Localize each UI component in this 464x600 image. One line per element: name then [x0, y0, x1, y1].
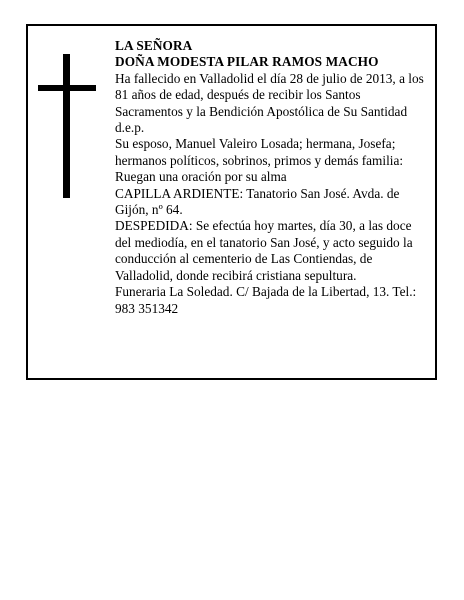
deceased-title: LA SEÑORA	[115, 38, 193, 53]
farewell-info: DESPEDIDA: Se efectúa hoy martes, día 30, a las doce del mediodía, en el tanatorio San José, y acto seguido la conducción al cementerio de Las Contiendas, de Valladolid, donde recibirá cristiana sepultura.	[115, 218, 413, 283]
chapel-info: CAPILLA ARDIENTE: Tanatorio San José. Avda. de Gijón, nº 64.	[115, 185, 400, 218]
cross-horizontal-bar	[38, 85, 96, 91]
latin-cross-icon	[38, 54, 96, 198]
death-announcement: Ha fallecido en Valladolid el día 28 de julio de 2013, a los 81 años de edad, después de recibir los Santos Sacramentos y la Bendición Apostólica de Su Santidad d.e.p.	[115, 70, 424, 136]
prayer-request: Ruegan una oración por su alma	[115, 169, 287, 185]
obituary-text	[115, 38, 427, 317]
family-list: Su esposo, Manuel Valeiro Losada; hermana, Josefa; hermanos políticos, sobrinos, primos y demás familia:	[115, 136, 404, 168]
cross-vertical-bar	[63, 54, 70, 198]
funeral-home-info: Funeraria La Soledad. C/ Bajada de la Libertad, 13. Tel.: 983 351342	[115, 284, 417, 316]
deceased-name: DOÑA MODESTA PILAR RAMOS MACHO	[115, 54, 379, 70]
